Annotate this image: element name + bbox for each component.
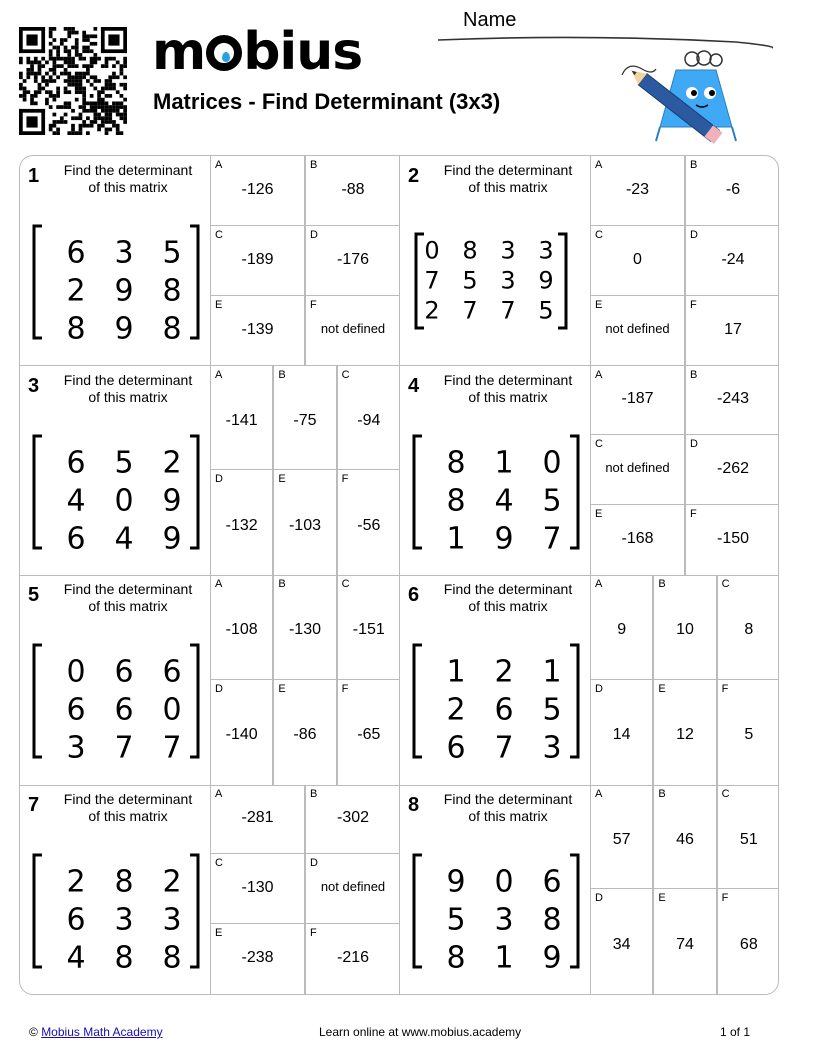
answer-letter: D	[595, 892, 603, 905]
answer-option-a[interactable]	[210, 156, 305, 226]
matrix-entry: 6	[162, 654, 182, 690]
matrix	[412, 224, 580, 342]
answer-option-f[interactable]	[685, 296, 779, 366]
answer-letter: A	[595, 578, 603, 590]
answer-value: -86	[293, 726, 317, 744]
answer-letter: F	[721, 892, 729, 905]
matrix-entry: 9	[162, 521, 182, 552]
answer-option-a[interactable]	[210, 575, 273, 680]
answer-value: 34	[612, 935, 631, 953]
answer-value: -141	[225, 411, 258, 429]
matrix-entry: 9	[538, 266, 554, 295]
matrix-entry: 0	[162, 692, 182, 728]
question-prompt: Find the determinant of this matrix	[63, 790, 193, 824]
matrix-entry: 8	[542, 902, 562, 937]
answer-letter: A	[215, 368, 223, 381]
matrix-entry: 6	[66, 902, 86, 937]
matrix-entry: 8	[162, 273, 182, 309]
matrix-entry: 8	[446, 940, 466, 971]
matrix-entry: 3	[66, 730, 86, 761]
answer-option-d[interactable]	[685, 226, 779, 296]
answer-letter: B	[690, 368, 698, 381]
matrix-entry: 0	[424, 236, 440, 265]
answer-value: -6	[725, 180, 741, 198]
matrix-entry: 7	[162, 730, 182, 761]
matrix-entry: 2	[66, 864, 86, 899]
answer-option-f[interactable]	[337, 470, 400, 575]
answer-letter: A	[595, 159, 603, 171]
answer-value: 9	[617, 621, 627, 639]
matrix-entry: 4	[494, 483, 514, 518]
footer-page-number: 1 of 1	[720, 1025, 751, 1039]
answer-letter: C	[341, 578, 350, 590]
answer-option-b[interactable]	[685, 156, 779, 226]
answer-letter: C	[721, 787, 730, 800]
answer-letter: B	[690, 159, 698, 171]
answer-option-d[interactable]	[590, 889, 653, 994]
matrix	[32, 224, 200, 342]
question-prompt: Find the determinant of this matrix	[443, 581, 573, 614]
matrix-entry: 3	[538, 236, 554, 265]
worksheet-grid	[19, 155, 779, 995]
question-5	[20, 575, 400, 785]
question-prompt: Find the determinant of this matrix	[63, 162, 193, 195]
matrix-entry: 6	[114, 654, 134, 690]
answer-letter: D	[215, 682, 223, 695]
pencil-mascot-icon	[612, 45, 742, 155]
matrix-entry: 2	[162, 864, 182, 899]
matrix-entry: 9	[114, 273, 134, 309]
answer-option-f[interactable]	[305, 296, 400, 366]
matrix-entry: 8	[66, 311, 86, 342]
matrix-entry: 5	[542, 483, 562, 518]
question-number: 8	[408, 793, 420, 816]
question-6	[400, 575, 779, 785]
answer-letter: E	[595, 298, 603, 311]
matrix-entry: 5	[462, 266, 478, 295]
matrix-entry: 3	[494, 902, 514, 937]
matrix-entry: 0	[542, 445, 562, 480]
answer-letter: F	[341, 473, 349, 486]
answer-value: -151	[352, 621, 385, 639]
matrix-entry: 4	[114, 521, 134, 552]
answer-option-e[interactable]	[273, 680, 336, 785]
answer-option-a[interactable]	[210, 366, 273, 471]
matrix-entry: 1	[446, 654, 466, 690]
answer-option-b[interactable]	[305, 156, 400, 226]
question-prompt: Find the determinant of this matrix	[63, 581, 193, 614]
answer-option-d[interactable]	[590, 680, 653, 785]
name-label: Name	[463, 9, 517, 31]
answer-value: 14	[612, 726, 631, 744]
question-prompt: Find the determinant of this matrix	[443, 790, 573, 824]
matrix	[32, 434, 200, 552]
question-prompt: Find the determinant of this matrix	[63, 371, 193, 405]
question-prompt: Find the determinant of this matrix	[443, 162, 573, 195]
answer-value: -150	[716, 530, 750, 548]
matrix-entry: 8	[114, 864, 134, 899]
matrix-entry: 1	[494, 940, 514, 971]
answer-option-a[interactable]	[590, 575, 653, 680]
answer-letter: B	[278, 578, 286, 590]
question-3	[20, 366, 400, 576]
answer-letter: A	[215, 787, 223, 800]
answer-letter: F	[690, 298, 697, 311]
answer-option-b[interactable]	[305, 785, 400, 855]
matrix-entry: 9	[446, 864, 466, 899]
question-prompt: Find the determinant of this matrix	[443, 371, 573, 405]
answer-letter: E	[658, 892, 666, 905]
matrix-entry: 3	[500, 236, 516, 265]
answer-option-a[interactable]	[210, 785, 305, 855]
matrix-entry: 6	[446, 730, 466, 761]
matrix-entry: 9	[494, 521, 514, 552]
matrix-entry: 0	[494, 864, 514, 899]
answer-option-c[interactable]	[337, 366, 400, 471]
answer-option-f[interactable]	[305, 924, 400, 994]
matrix-entry: 8	[114, 940, 134, 971]
answer-value: 10	[676, 621, 694, 639]
matrix-entry: 0	[66, 654, 86, 690]
answer-option-d[interactable]	[210, 680, 273, 785]
answer-value: -88	[341, 180, 365, 198]
answer-value: -140	[225, 726, 258, 744]
matrix-entry: 2	[424, 296, 440, 325]
question-8	[400, 785, 779, 995]
answer-value: -56	[357, 516, 381, 534]
answer-option-c[interactable]	[590, 435, 685, 505]
question-1	[20, 156, 400, 366]
answer-letter: F	[721, 682, 729, 695]
matrix-entry: 9	[162, 483, 182, 518]
answer-letter: A	[215, 159, 223, 171]
answer-value: -176	[336, 250, 370, 268]
matrix-entry: 6	[542, 864, 562, 899]
answer-option-c[interactable]	[590, 226, 685, 296]
answer-letter: F	[310, 298, 317, 311]
answer-value: -24	[721, 250, 745, 268]
answer-letter: E	[215, 927, 223, 940]
qr-code-icon	[18, 27, 128, 135]
answer-value: -65	[357, 726, 381, 744]
footer-copyright: © Mobius Math Academy	[29, 1025, 163, 1039]
mobius-logo: m bius	[152, 22, 363, 82]
matrix-entry: 3	[114, 902, 134, 937]
answer-value: 5	[744, 726, 754, 744]
matrix-entry: 7	[500, 296, 516, 325]
answer-letter: B	[310, 159, 318, 171]
answer-option-e[interactable]	[210, 296, 305, 366]
question-4	[400, 366, 779, 576]
matrix-entry: 5	[542, 692, 562, 728]
matrix-entry: 8	[462, 236, 478, 265]
answer-option-e[interactable]	[653, 680, 716, 785]
answer-value: -108	[225, 621, 258, 639]
answer-value: -23	[625, 180, 650, 198]
answer-value: -168	[621, 530, 654, 548]
answer-option-d[interactable]	[210, 470, 273, 575]
question-number: 4	[408, 374, 420, 397]
question-number: 1	[28, 165, 40, 187]
matrix-entry: 4	[66, 483, 86, 518]
answer-option-c[interactable]	[337, 575, 400, 680]
answer-letter: C	[215, 228, 223, 241]
answer-letter: B	[658, 578, 666, 590]
answer-option-b[interactable]	[273, 575, 336, 680]
answer-value: 68	[739, 935, 758, 953]
answer-letter: C	[595, 438, 603, 451]
answer-value: -94	[357, 411, 381, 429]
answer-option-d[interactable]	[305, 226, 400, 296]
matrix-entry: 4	[66, 940, 86, 971]
matrix	[412, 434, 580, 552]
matrix-entry: 8	[162, 940, 182, 971]
matrix-entry: 5	[538, 296, 554, 325]
answer-letter: D	[310, 857, 318, 870]
matrix-entry: 6	[66, 521, 86, 552]
matrix-entry: 6	[494, 692, 514, 728]
answer-value: 46	[676, 830, 694, 848]
matrix-entry: 1	[494, 445, 514, 480]
answer-letter: D	[215, 473, 223, 486]
answer-value: 12	[676, 726, 694, 744]
matrix-entry: 6	[66, 692, 86, 728]
answer-value: -126	[241, 180, 274, 198]
answer-letter: D	[690, 438, 698, 451]
answer-letter: A	[595, 368, 603, 381]
answer-letter: E	[215, 298, 223, 311]
answer-letter: F	[341, 682, 349, 695]
matrix-entry: 2	[66, 273, 86, 309]
answer-option-e[interactable]	[273, 470, 336, 575]
answer-letter: E	[595, 508, 603, 521]
answer-letter: D	[595, 682, 603, 695]
answer-letter: D	[310, 228, 318, 241]
answer-option-e[interactable]	[590, 505, 685, 575]
answer-letter: A	[215, 578, 223, 590]
answer-letter: C	[595, 228, 603, 241]
answer-value: 0	[633, 250, 642, 268]
answer-option-e[interactable]	[210, 924, 305, 994]
answer-value: -302	[336, 809, 370, 827]
answer-value: -130	[241, 879, 274, 897]
matrix-entry: 2	[494, 654, 514, 690]
answer-value: -103	[288, 516, 321, 534]
answer-value: not defined	[320, 320, 386, 336]
question-2	[400, 156, 779, 366]
answer-letter: E	[278, 473, 286, 486]
answer-option-f[interactable]	[685, 505, 779, 575]
answer-value: 51	[739, 830, 758, 848]
matrix-entry: 8	[446, 483, 466, 518]
question-number: 7	[28, 793, 40, 816]
matrix-entry: 7	[424, 266, 440, 295]
matrix-entry: 9	[114, 311, 134, 342]
question-number: 3	[28, 374, 40, 397]
answer-option-f[interactable]	[337, 680, 400, 785]
matrix-entry: 7	[114, 730, 134, 761]
answer-letter: D	[690, 228, 698, 241]
matrix-entry: 8	[162, 311, 182, 342]
answer-value: 74	[676, 935, 694, 953]
answer-value: 8	[744, 621, 754, 639]
answer-letter: B	[310, 787, 318, 800]
matrix	[412, 853, 580, 971]
answer-value: -75	[293, 411, 317, 429]
matrix-entry: 1	[446, 521, 466, 552]
matrix-entry: 8	[446, 445, 466, 480]
answer-option-b[interactable]	[685, 366, 779, 436]
matrix-entry: 3	[542, 730, 562, 761]
answer-option-d[interactable]	[685, 435, 779, 505]
matrix-entry: 0	[114, 483, 134, 518]
question-number: 2	[408, 165, 420, 187]
answer-letter: F	[310, 927, 317, 940]
matrix-entry: 9	[542, 940, 562, 971]
matrix-entry: 2	[446, 692, 466, 728]
answer-value: -216	[336, 949, 370, 967]
answer-option-b[interactable]	[273, 366, 336, 471]
answer-value: -132	[225, 516, 258, 534]
answer-option-c[interactable]	[210, 854, 305, 924]
answer-value: -139	[241, 320, 274, 338]
answer-letter: E	[658, 682, 666, 695]
answer-letter: B	[658, 787, 666, 800]
question-7	[20, 785, 400, 995]
question-number: 5	[28, 584, 40, 606]
matrix-entry: 2	[162, 445, 182, 480]
answer-letter: C	[341, 368, 350, 381]
matrix-entry: 7	[462, 296, 478, 325]
answer-value: 57	[612, 830, 631, 848]
matrix	[32, 853, 200, 971]
page-title: Matrices - Find Determinant (3x3)	[153, 89, 501, 114]
answer-letter: C	[215, 857, 223, 870]
answer-option-c[interactable]	[210, 226, 305, 296]
matrix-entry: 7	[542, 521, 562, 552]
answer-option-d[interactable]	[305, 854, 400, 924]
answer-option-b[interactable]	[653, 575, 716, 680]
matrix	[32, 643, 200, 761]
answer-letter: C	[721, 578, 730, 590]
answer-option-e[interactable]	[653, 889, 716, 994]
answer-option-a[interactable]	[590, 785, 653, 890]
answer-value: -243	[716, 390, 750, 408]
answer-value: -130	[288, 621, 321, 639]
answer-option-e[interactable]	[590, 296, 685, 366]
matrix-entry: 3	[114, 235, 134, 271]
answer-value: not defined	[320, 879, 386, 895]
matrix-entry: 6	[66, 445, 86, 480]
matrix-entry: 1	[542, 654, 562, 690]
answer-value: -187	[621, 390, 654, 408]
answer-letter: E	[278, 682, 286, 695]
matrix-entry: 5	[446, 902, 466, 937]
answer-value: -281	[241, 809, 274, 827]
matrix-entry: 6	[114, 692, 134, 728]
matrix-entry: 5	[114, 445, 134, 480]
answer-value: -189	[241, 250, 274, 268]
answer-value: 17	[724, 320, 742, 338]
question-number: 6	[408, 584, 420, 606]
matrix-entry: 6	[66, 235, 86, 271]
answer-option-b[interactable]	[653, 785, 716, 890]
answer-option-c[interactable]	[717, 785, 779, 890]
answer-value: not defined	[605, 460, 670, 476]
answer-letter: F	[690, 508, 697, 521]
matrix-entry: 7	[494, 730, 514, 761]
matrix-entry: 3	[500, 266, 516, 295]
answer-option-f[interactable]	[717, 680, 779, 785]
answer-option-a[interactable]	[590, 366, 685, 436]
matrix-entry: 5	[162, 235, 182, 271]
answer-option-f[interactable]	[717, 889, 779, 994]
matrix	[412, 643, 580, 761]
answer-option-c[interactable]	[717, 575, 779, 680]
answer-value: -238	[241, 949, 274, 967]
answer-letter: A	[595, 787, 603, 800]
footer-learn-online: Learn online at www.mobius.academy	[319, 1025, 522, 1039]
answer-letter: B	[278, 368, 286, 381]
answer-value: not defined	[605, 320, 670, 336]
mobius-academy-link[interactable]: Mobius Math Academy	[41, 1025, 163, 1039]
matrix-entry: 3	[162, 902, 182, 937]
answer-value: -262	[716, 460, 750, 478]
answer-option-a[interactable]	[590, 156, 685, 226]
